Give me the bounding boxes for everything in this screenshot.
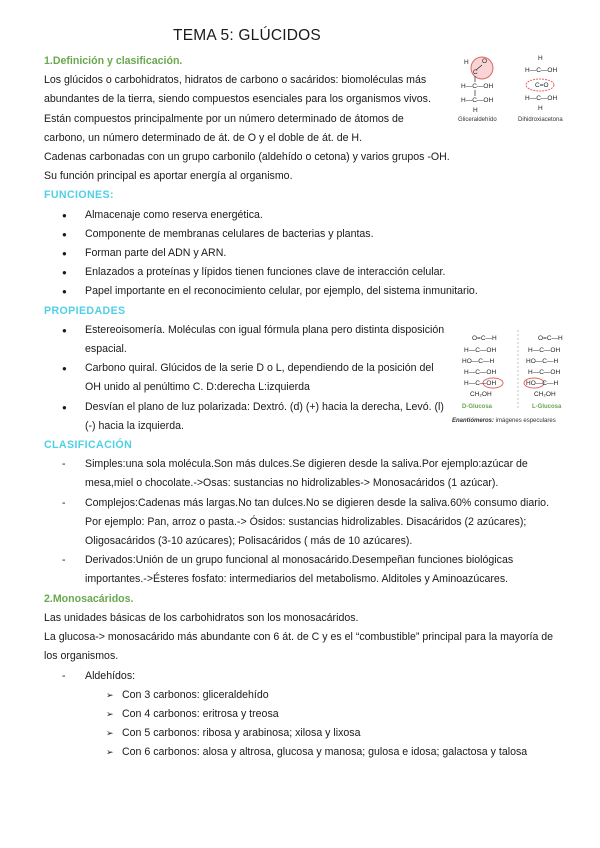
- svg-text:O: O: [482, 58, 488, 65]
- svg-text:HO—C—H: HO—C—H: [462, 358, 495, 365]
- list-item: ● Almacenaje como reserva energética.: [62, 206, 564, 225]
- label-l-glucose: L-Glucosa: [532, 404, 562, 410]
- svg-text:H—C—OH: H—C—OH: [528, 369, 561, 376]
- svg-text:H—C—OH: H—C—OH: [461, 83, 494, 90]
- svg-text:CH₂OH: CH₂OH: [470, 391, 492, 398]
- section-2-heading: 2.Monosacáridos.: [44, 592, 134, 605]
- list-item: ● Forman parte del ADN y ARN.: [62, 244, 564, 263]
- list-item: - Derivados:Unión de un grupo funcional al monosacárido.Desempeñan funciones biológicas importantes.->Ésteres fosfato: intermediarios del metabolismo. Alditoles y Aminoazúcares.: [62, 551, 564, 589]
- svg-text:C=O: C=O: [535, 82, 549, 89]
- list-item: ● Componente de membranas celulares de bacterias y plantas.: [62, 225, 564, 244]
- list-item: ● Papel importante en el reconocimiento celular, por ejemplo, del sistema inmunitario.: [62, 282, 564, 301]
- svg-text:HO—C—H: HO—C—H: [526, 358, 559, 365]
- svg-text:H—C—OH: H—C—OH: [464, 380, 497, 387]
- svg-text:O=C—H: O=C—H: [472, 335, 497, 342]
- page-title: TEMA 5: GLÚCIDOS: [173, 27, 321, 44]
- s1-line-5: Cadenas carbonadas con un grupo carbonilo (aldehído o cetona) y varios grupos -OH.: [44, 151, 450, 164]
- svg-text:H—C—OH: H—C—OH: [525, 95, 558, 102]
- list-item: ➢ Con 3 carbonos: gliceraldehído: [106, 686, 564, 705]
- s1-line-1: Los glúcidos o carbohidratos, hidratos de carbono o sacáridos: biomoléculas más: [44, 74, 427, 87]
- svg-text:H—C—OH: H—C—OH: [461, 97, 494, 104]
- list-item: ➢ Con 6 carbonos: alosa y altrosa, glucosa y manosa; gulosa e idosa; galactosa y talosa: [106, 743, 564, 762]
- s1-line-6: Su función principal es aportar energía al organismo.: [44, 170, 293, 183]
- funciones-heading: FUNCIONES:: [44, 189, 114, 202]
- list-item: - Aldehídos:: [62, 667, 564, 686]
- propiedades-list: [44, 321, 564, 436]
- svg-text:HO—C—H: HO—C—H: [526, 380, 559, 387]
- svg-text:H—C—OH: H—C—OH: [464, 369, 497, 376]
- list-item: ➢ Con 5 carbonos: ribosa y arabinosa; xilosa y lixosa: [106, 724, 564, 743]
- svg-text:H—C—OH: H—C—OH: [464, 347, 497, 354]
- caption-bold: Enantiómeros:: [452, 418, 495, 424]
- label-d-glucose: D-Glucosa: [462, 404, 493, 410]
- list-item: - Complejos:Cadenas más largas.No tan dulces.No se digieren desde la saliva.60% consumo diario. Por ejemplo: Pan, arroz o pasta.-> Ósidos: sustancias hidrolizables. Disacáridos (2 azúcares); Oligosacáridos (3-10 azúcares); Polisacáridos ( más de 10 azúcares).: [62, 494, 564, 552]
- svg-text:H—C—OH: H—C—OH: [528, 347, 561, 354]
- clasificacion-list: [44, 455, 564, 589]
- propiedades-heading: PROPIEDADES: [44, 304, 126, 317]
- svg-text:CH₂OH: CH₂OH: [534, 391, 556, 398]
- funciones-list: [44, 206, 564, 302]
- svg-text:H: H: [538, 55, 543, 62]
- s1-line-2: abundantes de la tierra, siendo compuestos esenciales para los organismos vivos.: [44, 93, 431, 106]
- svg-text:H: H: [473, 107, 478, 114]
- list-item: - Simples:una sola molécula.Son más dulces.Se digieren desde la saliva.Por ejemplo:azúcar de mesa,miel o chocolate.->Osas: sustancias no hidrolizables-> Monosacáridos (1 azúcar).: [62, 455, 564, 493]
- list-item: ● Enlazados a proteínas y lípidos tienen funciones clave de interacción celular.: [62, 263, 564, 282]
- svg-text:O=C—H: O=C—H: [538, 335, 563, 342]
- s1-line-3: Están compuestos principalmente por un número determinado de átomos de: [44, 112, 404, 125]
- s2-line-1: Las unidades básicas de los carbohidratos son los monosacáridos.: [44, 611, 359, 624]
- caption-glyceraldehyde: Gliceraldehído: [458, 117, 497, 123]
- list-item: ➢ Con 4 carbonos: eritrosa y treosa: [106, 705, 564, 724]
- svg-text:H: H: [464, 59, 469, 66]
- svg-text:H: H: [538, 105, 543, 112]
- list-item: ● Estereoisomería. Moléculas con igual fórmula plana pero distinta disposición espacial.: [62, 321, 450, 359]
- clasificacion-heading: CLASIFICACIÓN: [44, 439, 133, 452]
- aldehidos-list: [44, 667, 564, 686]
- s1-line-4: carbono, un número determinado de át. de O y el doble de át. de H.: [44, 131, 363, 144]
- svg-text:H—C—OH: H—C—OH: [525, 67, 558, 74]
- caption-rest: imágenes especulares: [494, 418, 556, 424]
- s2-line-2: La glucosa-> monosacárido más abundante con 6 át. de C y es el “combustible” principal para la mayoría de los organismos.: [44, 631, 554, 663]
- caption-dihydroxyacetone: Dihidroxiacetona: [518, 117, 563, 123]
- list-item: ● Carbono quiral. Glúcidos de la serie D o L, dependiendo de la posición del OH unido al penúltimo C. D:derecha L:izquierda: [62, 359, 450, 397]
- aldehidos-sublist: [44, 686, 564, 763]
- svg-text:C: C: [473, 69, 478, 76]
- list-item: ● Desvían el plano de luz polarizada: Dextró. (d) (+) hacia la derecha, Levó. (l) (-) hacia la izquierda.: [62, 398, 450, 436]
- document-body: [44, 52, 564, 763]
- section-1-heading: 1.Definición y clasificación.: [44, 55, 183, 67]
